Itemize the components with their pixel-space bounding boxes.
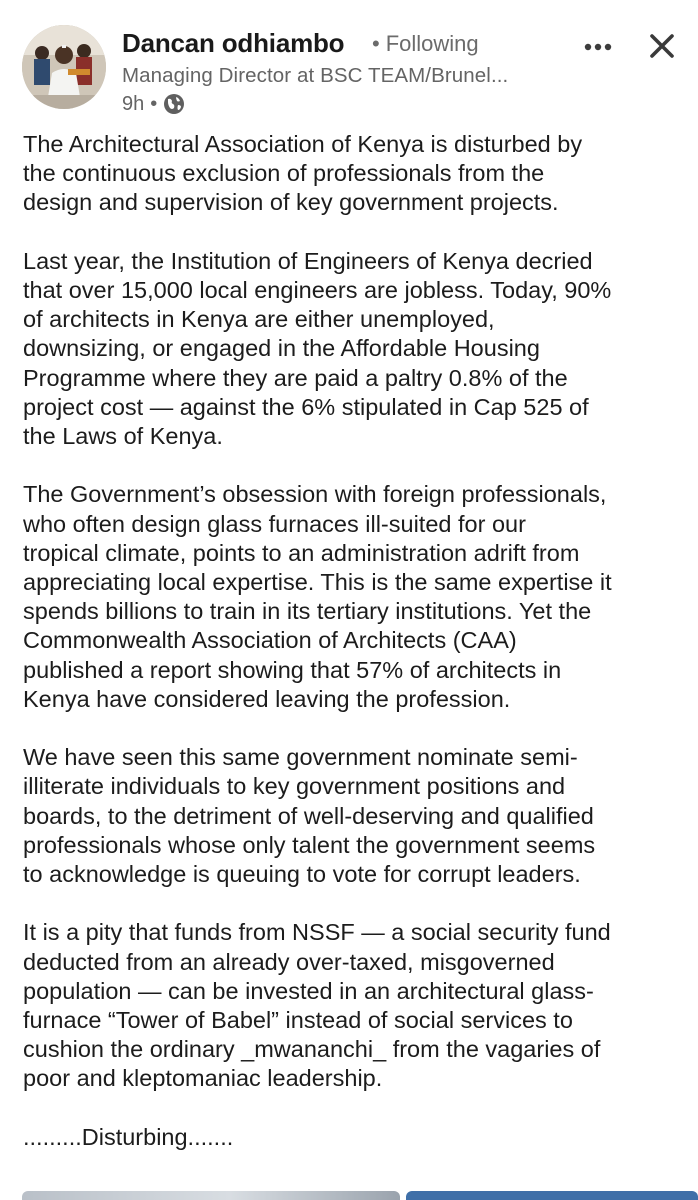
post-meta <box>122 91 185 117</box>
post-paragraph: .........Disturbing....... <box>23 1123 234 1150</box>
follow-status[interactable] <box>372 31 479 57</box>
media-thumbnail[interactable] <box>22 1191 400 1200</box>
author-avatar[interactable] <box>22 25 106 109</box>
follow-status-label: Following <box>385 31 479 56</box>
more-options-button[interactable] <box>578 30 618 60</box>
post-body <box>23 130 679 1181</box>
post-paragraph: It is a pity that funds from NSSF — a social security fund deducted from an already over-taxed, misgoverned population — can be invested in an architectural glass- furnace “Tower of Babel” instead of social services to cushion the ordinary _mwananchi_ from the vagaries of poor and kleptomaniac leadership. <box>23 919 611 1092</box>
close-button[interactable] <box>644 28 680 64</box>
post-paragraph: The Architectural Association of Kenya is disturbed by the continuous exclusion of professionals from the design and supervision of key government projects. <box>23 131 583 216</box>
separator-dot: • <box>372 31 380 56</box>
globe-icon <box>163 93 185 115</box>
post-paragraph: Last year, the Institution of Engineers of Kenya decried that over 15,000 local engineers are jobless. Today, 90% of architects in Kenya are either unemployed, downsizing, or engaged in the Affordable Housing Programme where they are paid a paltry 0.8% of the project cost — against the 6% stipulated in Cap 525 of the Laws of Kenya. <box>23 247 612 450</box>
close-icon <box>644 28 680 64</box>
post-media-preview[interactable] <box>22 1191 698 1200</box>
media-thumbnail[interactable] <box>406 1191 698 1200</box>
post-paragraph: The Government’s obsession with foreign professionals, who often design glass furnaces ill-suited for our tropical climate, points to an administration adrift from appreciating local expertise. This is the same expertise it spends billions to train in its tertiary institutions. Yet the Commonwealth Association of Architects (CAA) published a report showing that 57% of architects in Kenya have considered leaving the profession. <box>23 481 612 712</box>
author-headline: Managing Director at BSC TEAM/Brunel... <box>122 64 509 87</box>
separator-dot: • <box>150 92 158 115</box>
post-header <box>0 0 698 122</box>
post-time: 9h <box>122 92 145 115</box>
post-paragraph: We have seen this same government nominate semi- illiterate individuals to key government positions and boards, to the detriment of well-deserving and qualified professionals whose only talent the government seems to acknowledge is queuing to vote for corrupt leaders. <box>23 744 596 888</box>
avatar-photo-icon <box>22 25 106 109</box>
more-horizontal-icon <box>578 30 618 60</box>
author-name[interactable]: Dancan odhiambo <box>122 28 345 58</box>
